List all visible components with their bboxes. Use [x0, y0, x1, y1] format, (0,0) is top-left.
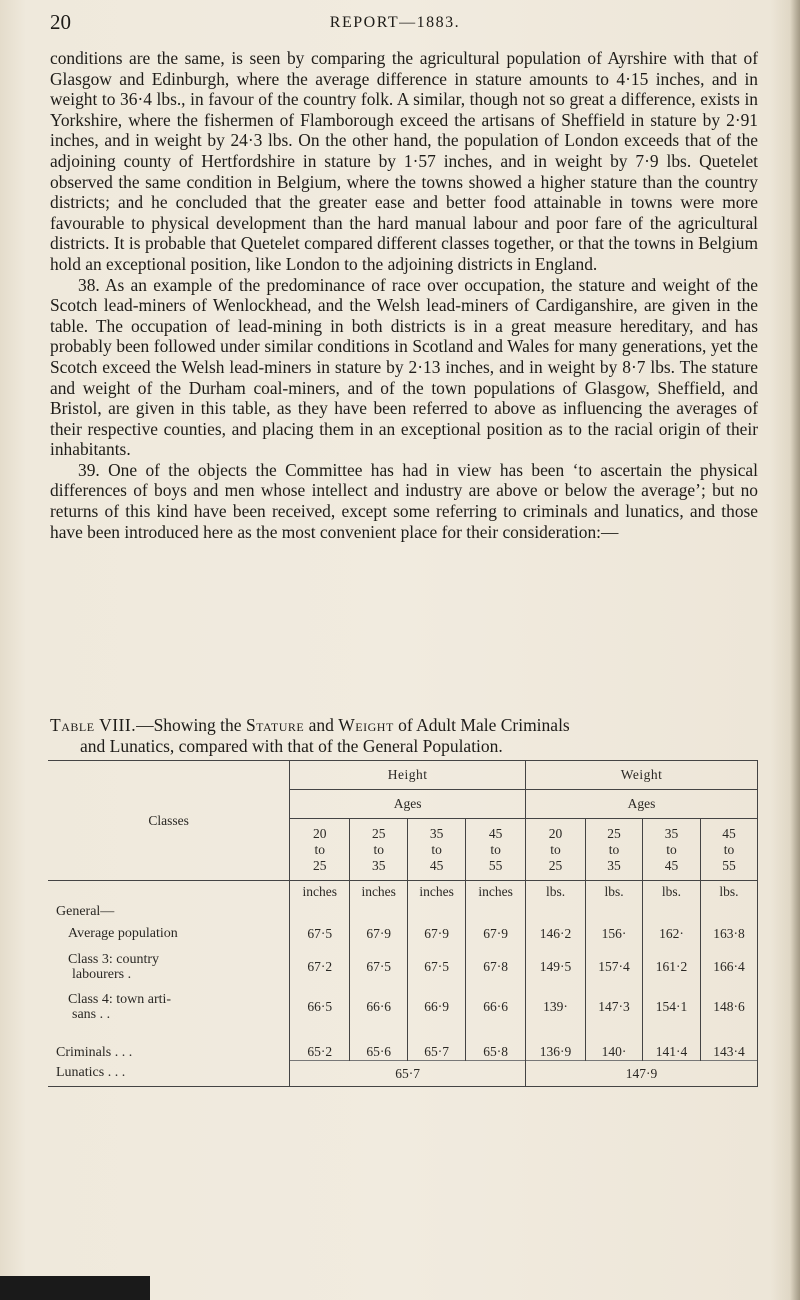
binding-shadow	[790, 0, 800, 1300]
age-group-h4: 45 to 55	[466, 819, 526, 881]
row-label: Lunatics . . .	[48, 1061, 290, 1087]
cell: 157·4	[586, 947, 643, 987]
cell: 156·	[586, 921, 643, 947]
cell: 146·2	[526, 921, 586, 947]
lunatics-height: 65·7	[290, 1061, 526, 1087]
cell: 67·2	[290, 947, 350, 987]
unit-cell: inches	[408, 881, 466, 903]
age-group-w2: 25 to 35	[586, 819, 643, 881]
caption-line-2: and Lunatics, compared with that of the General Population.	[80, 736, 503, 756]
caption-weight: Weight	[338, 715, 394, 735]
caption-and: and	[304, 715, 339, 735]
unit-cell: inches	[466, 881, 526, 903]
page-header	[50, 10, 740, 36]
cell: 136·9	[526, 1027, 586, 1061]
cell: 67·9	[350, 921, 408, 947]
cell: 65·2	[290, 1027, 350, 1061]
cell: 67·8	[466, 947, 526, 987]
age-group-w4: 45 to 55	[700, 819, 757, 881]
lunatics-weight: 147·9	[526, 1061, 758, 1087]
unit-cell: lbs.	[586, 881, 643, 903]
running-title: REPORT—1883.	[329, 14, 461, 31]
table-row	[48, 947, 758, 987]
weight-header: Weight	[526, 761, 758, 790]
classes-header: Classes	[48, 761, 290, 881]
cell: 154·1	[642, 987, 700, 1027]
cell: 67·5	[350, 947, 408, 987]
table-row	[48, 921, 758, 947]
scan-edge	[0, 1276, 150, 1300]
age-group-w3: 35 to 45	[642, 819, 700, 881]
height-header: Height	[290, 761, 526, 790]
table-row	[48, 987, 758, 1027]
weight-ages-label: Ages	[526, 790, 758, 819]
table-row	[48, 1061, 758, 1087]
cell: 65·8	[466, 1027, 526, 1061]
table-row	[48, 1027, 758, 1061]
row-label: Average population	[68, 925, 178, 941]
caption-text-a: —Showing the	[136, 715, 246, 735]
cell: 147·3	[586, 987, 643, 1027]
age-group-h2: 25 to 35	[350, 819, 408, 881]
unit-cell: inches	[350, 881, 408, 903]
row-label: Class 3: country labourers .	[68, 951, 159, 982]
cell: 141·4	[642, 1027, 700, 1061]
cell: 140·	[586, 1027, 643, 1061]
cell: 66·6	[466, 987, 526, 1027]
body-text	[50, 48, 758, 542]
height-ages-label: Ages	[290, 790, 526, 819]
cell: 65·7	[408, 1027, 466, 1061]
page-number: 20	[50, 10, 71, 34]
general-label: General—	[56, 903, 115, 919]
cell: 166·4	[700, 947, 757, 987]
caption-text-b: of Adult Male Criminals	[393, 715, 570, 735]
cell: 67·9	[408, 921, 466, 947]
row-label: Criminals . . .	[56, 1044, 133, 1060]
cell: 66·9	[408, 987, 466, 1027]
cell: 66·6	[350, 987, 408, 1027]
age-group-w1: 20 to 25	[526, 819, 586, 881]
paragraph-38: 38. As an example of the predominance of race over occupation, the stature and weight of the Scotch lead-miners of Wenlockhead, and the Welsh lead-miners of Cardiganshire, are given in the table. The occupation of lead-mining in both districts is in a great measure hereditary, and has probably been followed under similar conditions in Scotland and Wales for many generations, yet the Scotch exceed the Welsh lead-miners in stature by 2·13 inches, and in weight by 8·7 lbs. The stature and weight of the Durham coal-miners, and of the town populations of Glasgow, Sheffield, and Bristol, are given in this table, as they have been referred to above as influencing the averages of their respective counties, and placing them in an exceptional position as to the racial origin of their inhabitants.	[50, 274, 758, 460]
cell: 67·5	[290, 921, 350, 947]
cell: 143·4	[700, 1027, 757, 1061]
cell: 139·	[526, 987, 586, 1027]
unit-cell: inches	[290, 881, 350, 903]
cell: 67·9	[466, 921, 526, 947]
paragraph-continuation: conditions are the same, is seen by comparing the agricultural population of Ayrshire with that of Glasgow and Edinburgh, where the average difference in stature amounts to 4·15 inches, and in weight to 36·4 lbs., in favour of the country folk. A similar, though not so great a difference, exists in Yorkshire, where the fishermen of Flamborough exceed the artisans of Sheffield in stature by 2·91 inches, and in weight by 24·3 lbs. On the other hand, the population of London exceeds that of the adjoining county of Hertfordshire in stature by 1·57 inches, and in weight by 7·9 lbs. Quetelet observed the same condition in Belgium, where the towns showed a higher stature than the country districts; and he concluded that the greater ease and better food attainable in towns were more favourable to physical development than the hard manual labour and poor fare of the agricultural districts. It is probable that Quetelet compared different classes together, or that the towns in Belgium hold an exceptional position, like London to the adjoining districts in England.	[50, 48, 758, 274]
row-label: Class 4: town arti- sans . .	[68, 991, 172, 1022]
cell: 163·8	[700, 921, 757, 947]
caption-stature: Stature	[245, 715, 305, 735]
cell: 65·6	[350, 1027, 408, 1061]
unit-cell: lbs.	[642, 881, 700, 903]
paragraph-39: 39. One of the objects the Committee has had in view has been ‘to ascertain the physical differences of boys and men whose intellect and industry are above or below the average’; but no returns of this kind have been received, except some referring to criminals and lunatics, and those have been introduced here as the most convenient place for their consideration:—	[50, 459, 758, 542]
cell: 162·	[642, 921, 700, 947]
age-group-h3: 35 to 45	[408, 819, 466, 881]
table-caption	[50, 715, 758, 757]
cell: 67·5	[408, 947, 466, 987]
age-group-h1: 20 to 25	[290, 819, 350, 881]
cell: 161·2	[642, 947, 700, 987]
table-label: Table VIII.	[50, 715, 137, 735]
unit-cell: lbs.	[700, 881, 757, 903]
cell: 149·5	[526, 947, 586, 987]
unit-cell: lbs.	[526, 881, 586, 903]
cell: 66·5	[290, 987, 350, 1027]
cell: 148·6	[700, 987, 757, 1027]
stature-weight-table	[48, 760, 763, 1180]
